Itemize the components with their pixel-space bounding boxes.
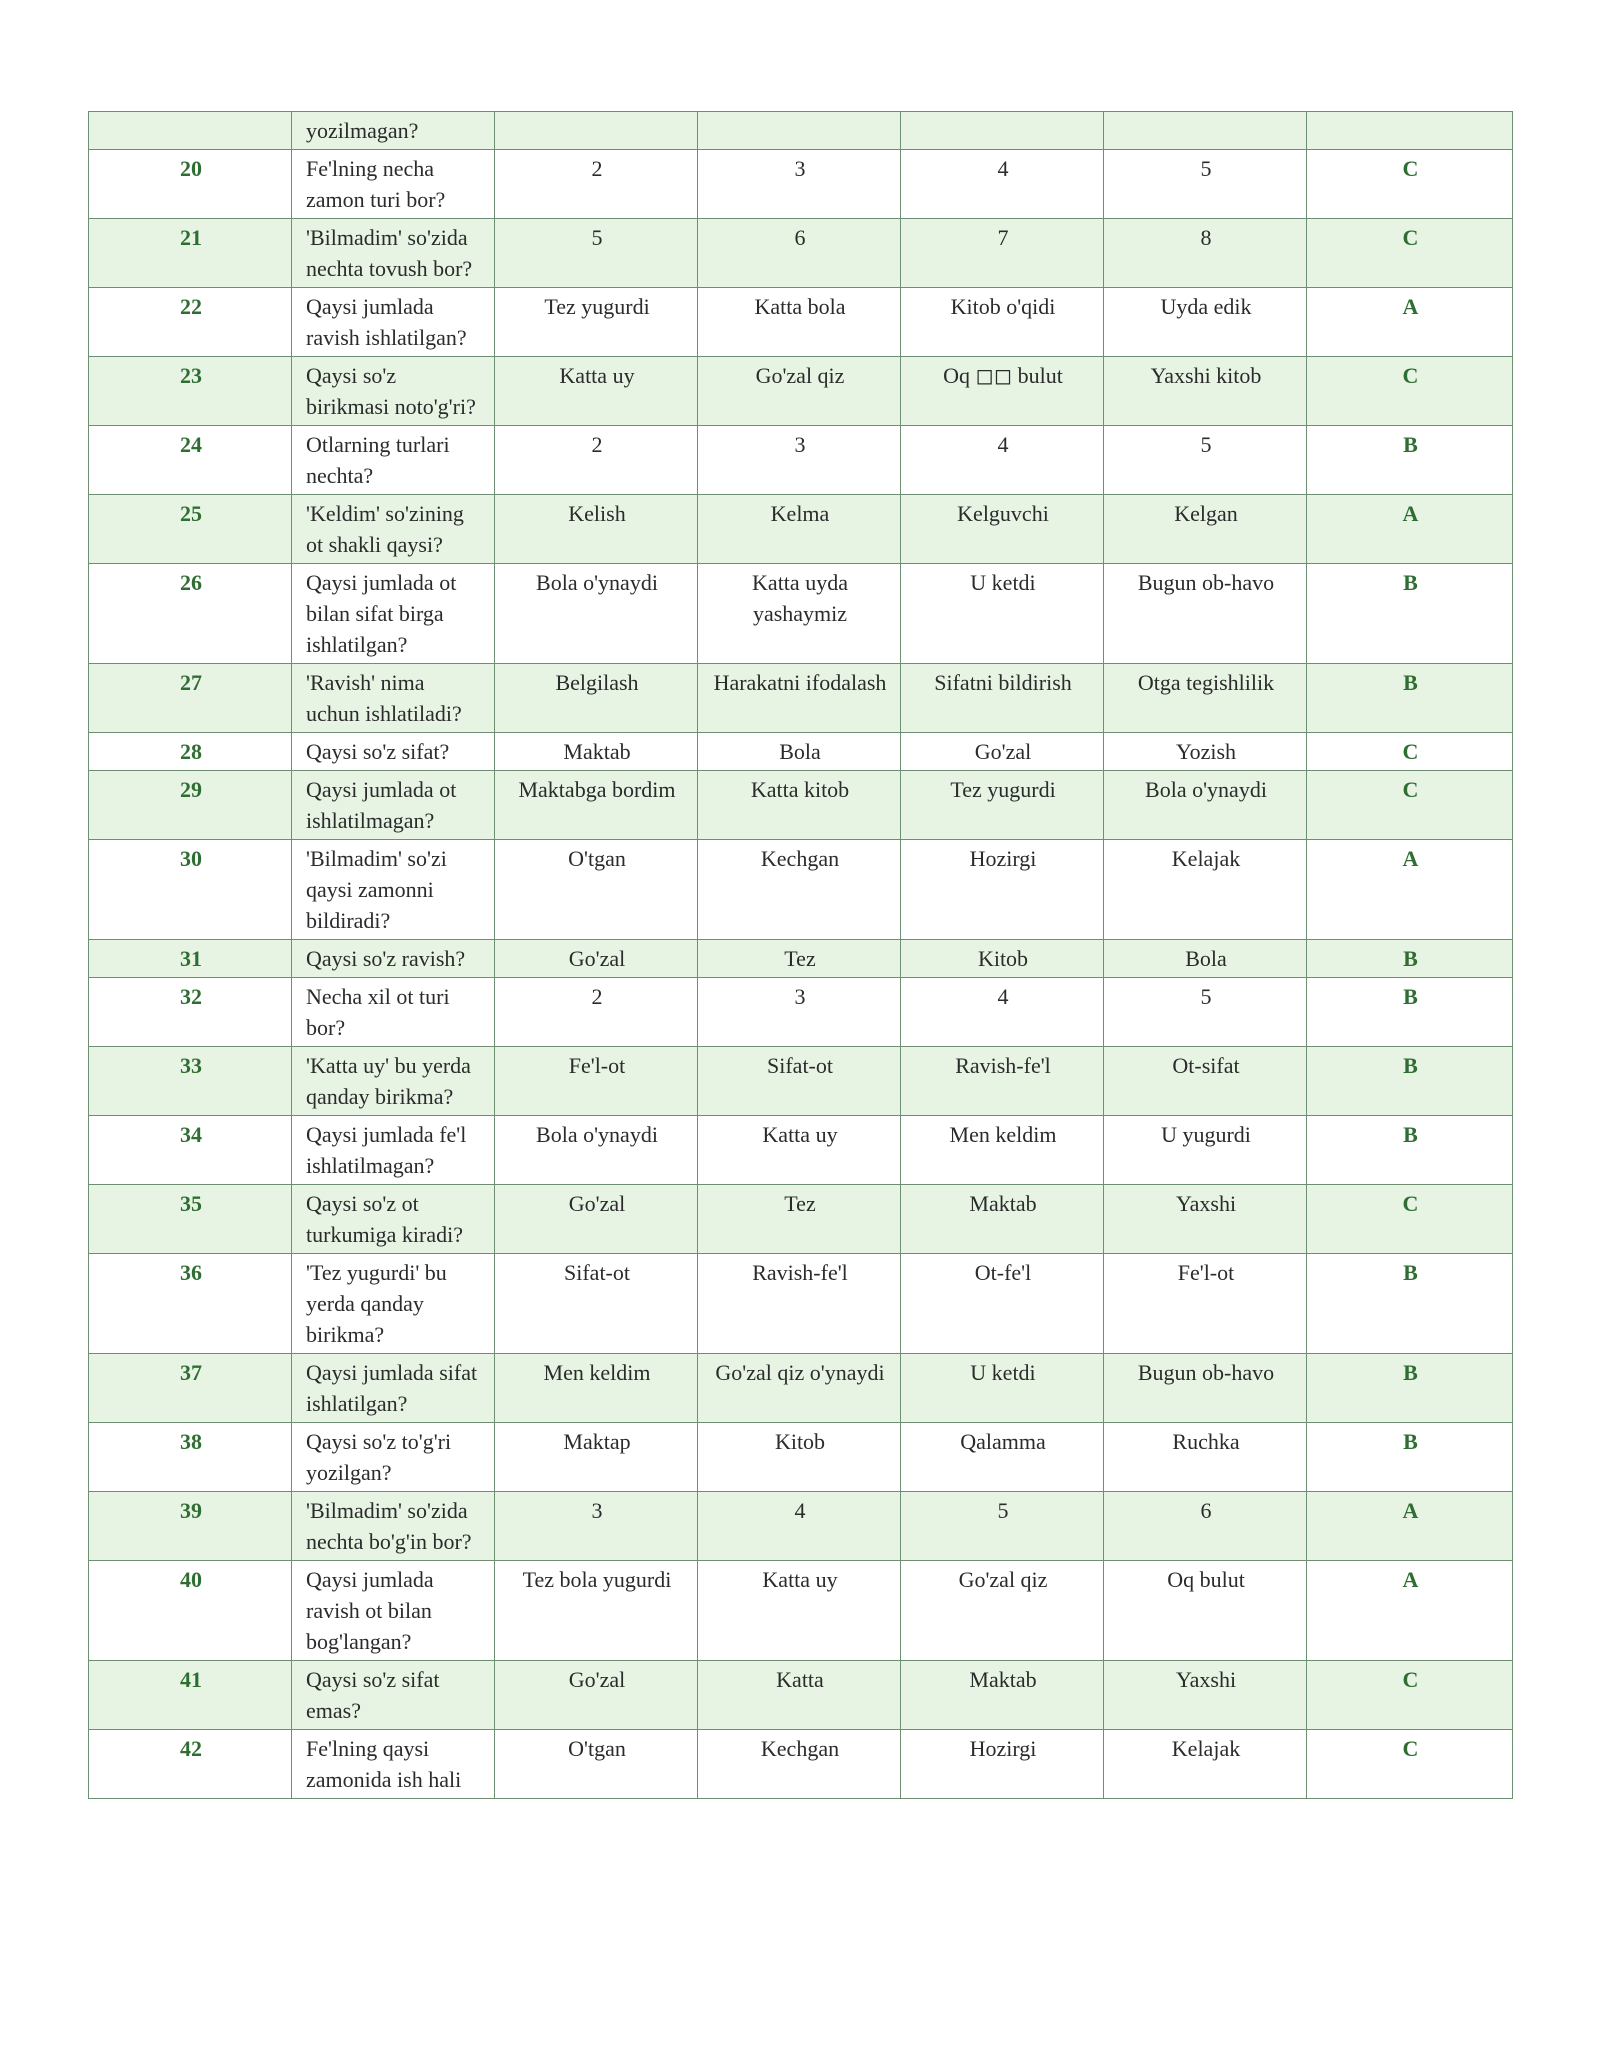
- option-b: Kechgan: [698, 1730, 901, 1799]
- option-c: 4: [901, 150, 1104, 219]
- table-row: [89, 1423, 1513, 1492]
- option-d: Fe'l-ot: [1104, 1254, 1307, 1354]
- option-c: Ot-fe'l: [901, 1254, 1104, 1354]
- option-a: Bola o'ynaydi: [495, 1116, 698, 1185]
- option-c: Qalamma: [901, 1423, 1104, 1492]
- table-row: [89, 733, 1513, 771]
- correct-answer: C: [1307, 771, 1513, 840]
- correct-answer: B: [1307, 1423, 1513, 1492]
- option-b: 3: [698, 426, 901, 495]
- question-number: 27: [89, 664, 292, 733]
- option-b: 3: [698, 978, 901, 1047]
- question-text: 'Bilmadim' so'zida nechta bo'g'in bor?: [292, 1492, 495, 1561]
- option-c: Tez yugurdi: [901, 771, 1104, 840]
- option-b: 3: [698, 150, 901, 219]
- option-b: Katta kitob: [698, 771, 901, 840]
- question-number: 41: [89, 1661, 292, 1730]
- option-a: Maktab: [495, 733, 698, 771]
- table-row: [89, 1492, 1513, 1561]
- question-text: 'Keldim' so'zining ot shakli qaysi?: [292, 495, 495, 564]
- question-number: 24: [89, 426, 292, 495]
- correct-answer: C: [1307, 150, 1513, 219]
- question-number: 20: [89, 150, 292, 219]
- table-row: [89, 840, 1513, 940]
- question-number: 38: [89, 1423, 292, 1492]
- question-number: 30: [89, 840, 292, 940]
- option-c: Hozirgi: [901, 840, 1104, 940]
- correct-answer: B: [1307, 1354, 1513, 1423]
- option-d: Otga tegishlilik: [1104, 664, 1307, 733]
- question-text: Qaysi so'z ravish?: [292, 940, 495, 978]
- option-a: 2: [495, 150, 698, 219]
- question-number: 21: [89, 219, 292, 288]
- option-b: Tez: [698, 940, 901, 978]
- option-d: Kelgan: [1104, 495, 1307, 564]
- question-number: 35: [89, 1185, 292, 1254]
- option-a: Maktap: [495, 1423, 698, 1492]
- question-text: 'Katta uy' bu yerda qanday birikma?: [292, 1047, 495, 1116]
- option-b: 4: [698, 1492, 901, 1561]
- option-d: Ot-sifat: [1104, 1047, 1307, 1116]
- question-text: Otlarning turlari nechta?: [292, 426, 495, 495]
- correct-answer: B: [1307, 426, 1513, 495]
- question-text: Fe'lning qaysi zamonida ish hali: [292, 1730, 495, 1799]
- option-a: Belgilash: [495, 664, 698, 733]
- option-a: Maktabga bordim: [495, 771, 698, 840]
- option-b: Katta uyda yashaymiz: [698, 564, 901, 664]
- question-number: 28: [89, 733, 292, 771]
- correct-answer: B: [1307, 940, 1513, 978]
- option-d: Uyda edik: [1104, 288, 1307, 357]
- correct-answer: B: [1307, 978, 1513, 1047]
- option-d: Kelajak: [1104, 840, 1307, 940]
- question-text: Fe'lning necha zamon turi bor?: [292, 150, 495, 219]
- quiz-table-body: [89, 112, 1513, 1799]
- option-a: Men keldim: [495, 1354, 698, 1423]
- option-c: 5: [901, 1492, 1104, 1561]
- option-b: Sifat-ot: [698, 1047, 901, 1116]
- table-row: [89, 112, 1513, 150]
- correct-answer: C: [1307, 1185, 1513, 1254]
- correct-answer: C: [1307, 1730, 1513, 1799]
- correct-answer: A: [1307, 1561, 1513, 1661]
- option-b: Kitob: [698, 1423, 901, 1492]
- table-row: [89, 664, 1513, 733]
- option-d: 5: [1104, 150, 1307, 219]
- question-number: 36: [89, 1254, 292, 1354]
- option-c: Oq ◻◻ bulut: [901, 357, 1104, 426]
- option-d: U yugurdi: [1104, 1116, 1307, 1185]
- table-row: [89, 150, 1513, 219]
- option-c: 4: [901, 426, 1104, 495]
- table-row: [89, 940, 1513, 978]
- table-row: [89, 219, 1513, 288]
- option-a: Katta uy: [495, 357, 698, 426]
- option-d: Bola: [1104, 940, 1307, 978]
- option-a: O'tgan: [495, 840, 698, 940]
- question-text: 'Ravish' nima uchun ishlatiladi?: [292, 664, 495, 733]
- question-number: 42: [89, 1730, 292, 1799]
- question-text: Necha xil ot turi bor?: [292, 978, 495, 1047]
- question-text: Qaysi so'z to'g'ri yozilgan?: [292, 1423, 495, 1492]
- option-c: Kelguvchi: [901, 495, 1104, 564]
- quiz-table: [88, 111, 1513, 1799]
- option-c: Go'zal: [901, 733, 1104, 771]
- table-row: [89, 1185, 1513, 1254]
- option-c: [901, 112, 1104, 150]
- question-text: Qaysi so'z sifat emas?: [292, 1661, 495, 1730]
- question-text: Qaysi jumlada sifat ishlatilgan?: [292, 1354, 495, 1423]
- table-row: [89, 978, 1513, 1047]
- question-text: Qaysi so'z ot turkumiga kiradi?: [292, 1185, 495, 1254]
- option-a: [495, 112, 698, 150]
- table-row: [89, 426, 1513, 495]
- option-b: Katta: [698, 1661, 901, 1730]
- option-a: 3: [495, 1492, 698, 1561]
- question-text: Qaysi jumlada ot bilan sifat birga ishlatilgan?: [292, 564, 495, 664]
- table-row: [89, 564, 1513, 664]
- option-b: Harakatni ifodalash: [698, 664, 901, 733]
- question-text: Qaysi so'z sifat?: [292, 733, 495, 771]
- option-c: Sifatni bildirish: [901, 664, 1104, 733]
- question-text: Qaysi jumlada ot ishlatilmagan?: [292, 771, 495, 840]
- option-a: Kelish: [495, 495, 698, 564]
- option-d: 5: [1104, 978, 1307, 1047]
- quiz-page: [88, 111, 1512, 1799]
- option-a: Go'zal: [495, 1185, 698, 1254]
- option-b: Katta bola: [698, 288, 901, 357]
- correct-answer: [1307, 112, 1513, 150]
- correct-answer: B: [1307, 1116, 1513, 1185]
- option-b: Katta uy: [698, 1116, 901, 1185]
- option-d: Yaxshi: [1104, 1661, 1307, 1730]
- option-b: 6: [698, 219, 901, 288]
- question-text: Qaysi jumlada ravish ishlatilgan?: [292, 288, 495, 357]
- option-b: Go'zal qiz: [698, 357, 901, 426]
- option-d: Oq bulut: [1104, 1561, 1307, 1661]
- question-number: 40: [89, 1561, 292, 1661]
- question-number: 37: [89, 1354, 292, 1423]
- option-c: Maktab: [901, 1185, 1104, 1254]
- option-d: Bola o'ynaydi: [1104, 771, 1307, 840]
- option-d: [1104, 112, 1307, 150]
- table-row: [89, 495, 1513, 564]
- option-d: Yaxshi: [1104, 1185, 1307, 1254]
- option-a: O'tgan: [495, 1730, 698, 1799]
- correct-answer: B: [1307, 1047, 1513, 1116]
- correct-answer: B: [1307, 664, 1513, 733]
- option-c: Go'zal qiz: [901, 1561, 1104, 1661]
- correct-answer: A: [1307, 288, 1513, 357]
- question-text: 'Bilmadim' so'zi qaysi zamonni bildiradi?: [292, 840, 495, 940]
- question-number: 32: [89, 978, 292, 1047]
- correct-answer: B: [1307, 1254, 1513, 1354]
- question-text: Qaysi jumlada ravish ot bilan bog'langan?: [292, 1561, 495, 1661]
- option-c: 4: [901, 978, 1104, 1047]
- option-a: Sifat-ot: [495, 1254, 698, 1354]
- option-d: Yaxshi kitob: [1104, 357, 1307, 426]
- option-c: U ketdi: [901, 564, 1104, 664]
- option-b: Kechgan: [698, 840, 901, 940]
- correct-answer: A: [1307, 1492, 1513, 1561]
- question-text: 'Tez yugurdi' bu yerda qanday birikma?: [292, 1254, 495, 1354]
- question-number: 26: [89, 564, 292, 664]
- table-row: [89, 1561, 1513, 1661]
- option-d: 8: [1104, 219, 1307, 288]
- question-number: [89, 112, 292, 150]
- option-a: Tez bola yugurdi: [495, 1561, 698, 1661]
- correct-answer: C: [1307, 733, 1513, 771]
- question-text: 'Bilmadim' so'zida nechta tovush bor?: [292, 219, 495, 288]
- table-row: [89, 288, 1513, 357]
- table-row: [89, 357, 1513, 426]
- option-d: Bugun ob-havo: [1104, 564, 1307, 664]
- option-a: Tez yugurdi: [495, 288, 698, 357]
- option-a: 2: [495, 426, 698, 495]
- correct-answer: A: [1307, 495, 1513, 564]
- option-c: Hozirgi: [901, 1730, 1104, 1799]
- option-b: Go'zal qiz o'ynaydi: [698, 1354, 901, 1423]
- question-text: Qaysi so'z birikmasi noto'g'ri?: [292, 357, 495, 426]
- question-number: 31: [89, 940, 292, 978]
- option-c: 7: [901, 219, 1104, 288]
- correct-answer: C: [1307, 1661, 1513, 1730]
- question-number: 39: [89, 1492, 292, 1561]
- option-b: Ravish-fe'l: [698, 1254, 901, 1354]
- option-b: Kelma: [698, 495, 901, 564]
- option-c: Men keldim: [901, 1116, 1104, 1185]
- question-text: yozilmagan?: [292, 112, 495, 150]
- table-row: [89, 1730, 1513, 1799]
- option-d: Yozish: [1104, 733, 1307, 771]
- table-row: [89, 1254, 1513, 1354]
- table-row: [89, 1047, 1513, 1116]
- question-number: 29: [89, 771, 292, 840]
- question-number: 33: [89, 1047, 292, 1116]
- option-a: Fe'l-ot: [495, 1047, 698, 1116]
- question-number: 23: [89, 357, 292, 426]
- option-a: Go'zal: [495, 1661, 698, 1730]
- option-c: Ravish-fe'l: [901, 1047, 1104, 1116]
- option-b: Tez: [698, 1185, 901, 1254]
- question-number: 22: [89, 288, 292, 357]
- option-b: Bola: [698, 733, 901, 771]
- option-b: [698, 112, 901, 150]
- correct-answer: C: [1307, 357, 1513, 426]
- question-number: 25: [89, 495, 292, 564]
- option-b: Katta uy: [698, 1561, 901, 1661]
- option-d: 5: [1104, 426, 1307, 495]
- option-c: Maktab: [901, 1661, 1104, 1730]
- table-row: [89, 771, 1513, 840]
- option-a: Go'zal: [495, 940, 698, 978]
- option-c: U ketdi: [901, 1354, 1104, 1423]
- option-d: 6: [1104, 1492, 1307, 1561]
- correct-answer: C: [1307, 219, 1513, 288]
- option-d: Ruchka: [1104, 1423, 1307, 1492]
- table-row: [89, 1354, 1513, 1423]
- option-a: Bola o'ynaydi: [495, 564, 698, 664]
- question-number: 34: [89, 1116, 292, 1185]
- option-c: Kitob o'qidi: [901, 288, 1104, 357]
- option-a: 2: [495, 978, 698, 1047]
- question-text: Qaysi jumlada fe'l ishlatilmagan?: [292, 1116, 495, 1185]
- option-c: Kitob: [901, 940, 1104, 978]
- correct-answer: B: [1307, 564, 1513, 664]
- option-d: Bugun ob-havo: [1104, 1354, 1307, 1423]
- correct-answer: A: [1307, 840, 1513, 940]
- option-d: Kelajak: [1104, 1730, 1307, 1799]
- option-a: 5: [495, 219, 698, 288]
- table-row: [89, 1116, 1513, 1185]
- table-row: [89, 1661, 1513, 1730]
